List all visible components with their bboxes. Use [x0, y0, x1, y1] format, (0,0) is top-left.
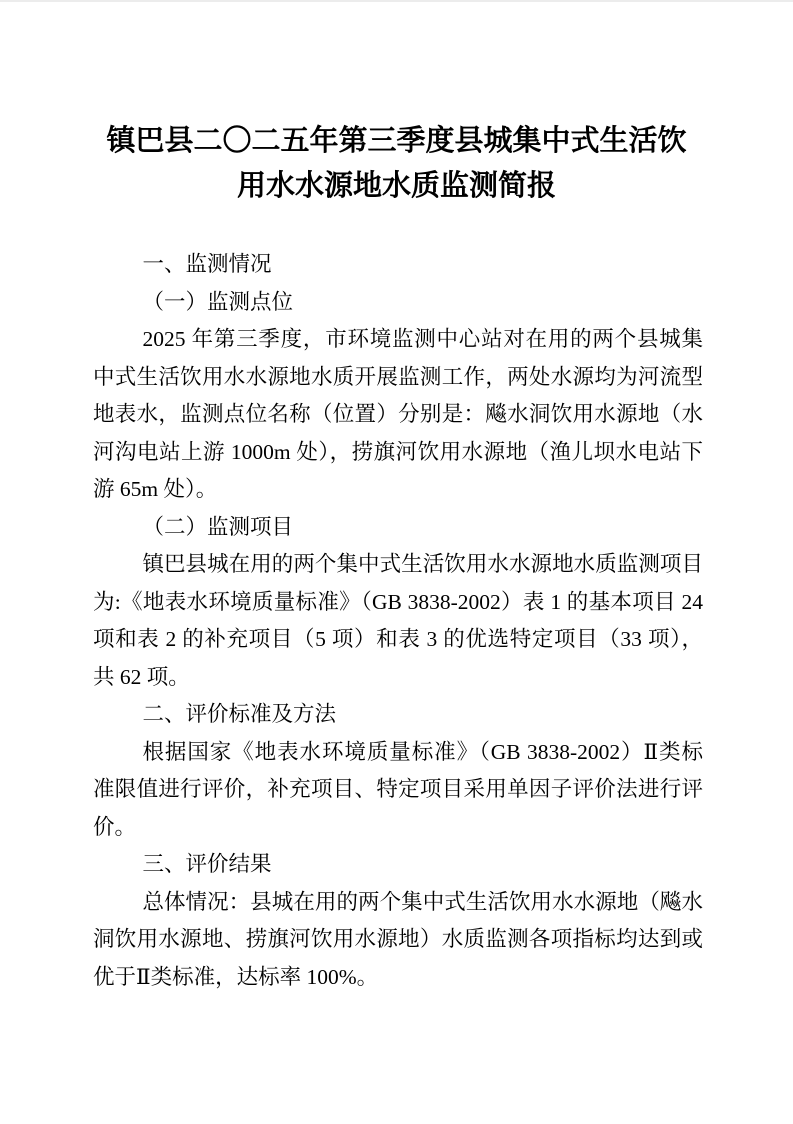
document-title: 镇巴县二〇二五年第三季度县城集中式生活饮用水水源地水质监测简报: [106, 125, 687, 202]
body-paragraph: 镇巴县城在用的两个集中式生活饮用水水源地水质监测项目为:《地表水环境质量标准》（GB 3838-2002）表 1 的基本项目 24 项和表 2 的补充项目（5 项）和表 3 的优选特定项目（33 项），共 62 项。: [93, 552, 703, 689]
section-heading: （一）监测点位: [142, 289, 293, 314]
section-heading: 一、监测情况: [142, 252, 272, 276]
document-body: [93, 246, 703, 996]
body-paragraph: 总体情况：县城在用的两个集中式生活饮用水水源地（飚水洞饮用水源地、捞旗河饮用水源地）水质监测各项指标均达到或优于Ⅱ类标准，达标率 100%。: [93, 889, 703, 989]
body-paragraph: 根据国家《地表水环境质量标准》（GB 3838-2002）Ⅱ类标准限值进行评价，补充项目、特定项目采用单因子评价法进行评价。: [93, 739, 703, 839]
document-page: [0, 2, 793, 1122]
body-paragraph: 2025 年第三季度，市环境监测中心站对在用的两个县城集中式生活饮用水水源地水质开展监测工作，两处水源均为河流型地表水，监测点位名称（位置）分别是：飚水洞饮用水源地（水河沟电站上游 1000m 处），捞旗河饮用水源地（渔儿坝水电站下游 65m 处）。: [93, 327, 703, 501]
section-heading: （二）监测项目: [142, 514, 293, 539]
section-heading: 二、评价标准及方法: [142, 702, 336, 726]
section-heading: 三、评价结果: [142, 852, 272, 876]
